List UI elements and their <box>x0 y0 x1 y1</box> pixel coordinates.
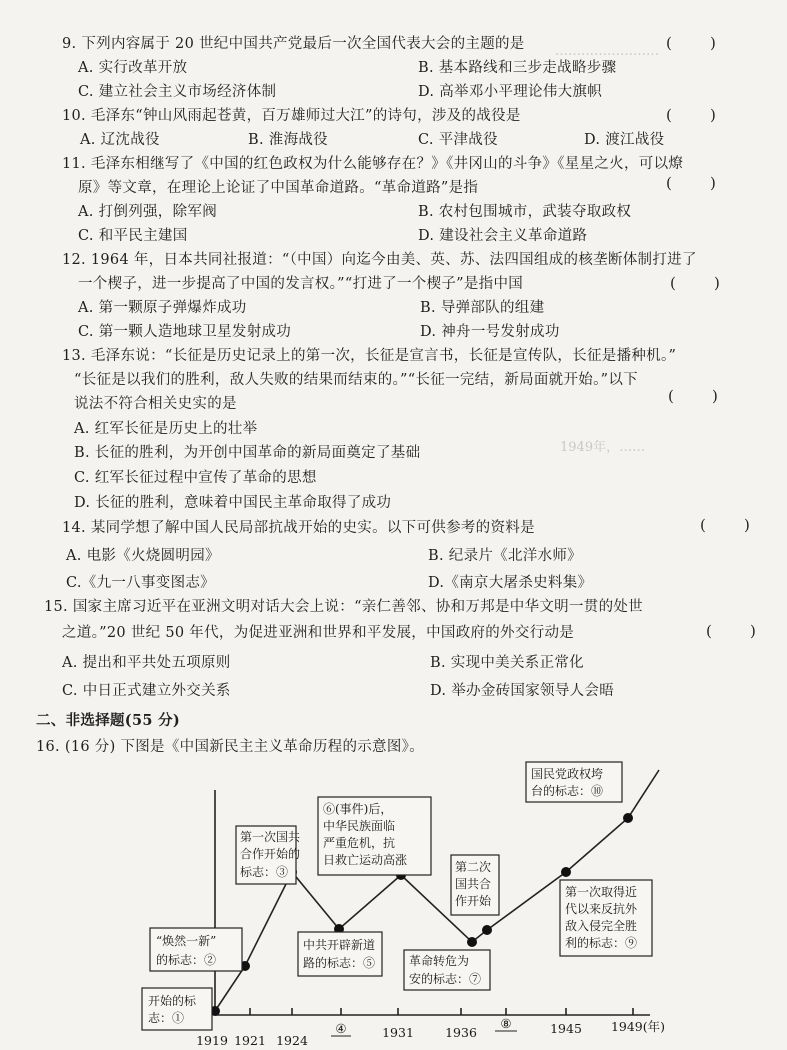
box-second-coop-line3: 作开始 <box>455 894 492 908</box>
option-d: D. 长征的胜利，意味着中国民主革命取得了成功 <box>74 495 392 511</box>
box-victory-line1: 第一次取得近 <box>565 885 638 899</box>
option-b: B. 农村包围城市，武装夺取政权 <box>418 204 632 220</box>
node-1936 <box>482 925 492 935</box>
year-label: 1945 <box>550 1021 582 1036</box>
option-c: C. 红军长征过程中宣传了革命的思想 <box>74 470 317 486</box>
option-c: C. 平津战役 <box>418 132 498 148</box>
question-stem: 15. 国家主席习近平在亚洲文明对话大会上说：“亲仁善邻、协和万邦是中华文明一贯的处世 <box>44 599 643 615</box>
option-c: C.《九一八事变图志》 <box>66 575 215 591</box>
box-collapse-line2: 台的标志：⑩ <box>531 784 604 798</box>
bleed-through-text: 1949年，…… <box>560 440 646 455</box>
box-event6-line3: 严重危机，抗 <box>323 836 396 850</box>
option-a: A. 电影《火烧圆明园》 <box>66 548 220 564</box>
question-stem: 9. 下列内容属于 20 世纪中国共产党最后一次全国代表大会的主题的是 <box>62 36 525 52</box>
box-turning-line2: 安的标志：⑦ <box>409 972 482 986</box>
question-stem: 原》等文章，在理论上论证了中国革命道路。“革命道路”是指 <box>78 180 479 196</box>
answer-bracket: ( ) <box>670 274 720 292</box>
box-victory-line3: 敌入侵完全胜 <box>565 919 638 933</box>
box-new-road-line1: 中共开辟新道 <box>303 938 376 952</box>
box-event6-line2: 中华民族面临 <box>323 819 396 833</box>
option-b: B. 纪录片《北洋水师》 <box>428 548 582 564</box>
option-b: B. 基本路线和三步走战略步骤 <box>418 60 617 76</box>
option-b: B. 实现中美关系正常化 <box>430 655 584 671</box>
box-first-coop-line2: 合作开始的 <box>240 847 301 861</box>
year-label: 1919 <box>196 1033 228 1048</box>
answer-bracket: ( ) <box>706 622 756 640</box>
option-a: A. 提出和平共处五项原则 <box>62 655 231 671</box>
box-event6-line1: ⑥(事件)后， <box>323 802 393 816</box>
question-stem: 11. 毛泽东相继写了《中国的红色政权为什么能够存在？》《井冈山的斗争》《星星之火，可以燎 <box>62 156 684 172</box>
option-d: D. 举办金砖国家领导人会晤 <box>430 683 615 699</box>
option-d: D.《南京大屠杀史料集》 <box>428 575 593 591</box>
option-a: A. 实行改革开放 <box>78 60 188 76</box>
option-b: B. 长征的胜利，为开创中国革命的新局面奠定了基础 <box>74 445 421 461</box>
option-b: B. 淮海战役 <box>248 132 328 148</box>
option-c: C. 第一颗人造地球卫星发射成功 <box>78 324 292 340</box>
box-second-coop-line2: 国共合 <box>455 877 492 891</box>
option-a: A. 第一颗原子弹爆炸成功 <box>78 300 247 316</box>
question-stem: 一个楔子，进一步提高了中国的发言权。”“打进了一个楔子”是指中国 <box>78 276 524 292</box>
option-c: C. 中日正式建立外交关系 <box>62 683 231 699</box>
option-b: B. 导弹部队的组建 <box>420 300 545 316</box>
box-start-line2: 志：① <box>148 1011 185 1025</box>
section-title: 二、非选择题(55 分) <box>36 712 181 729</box>
option-c: C. 建立社会主义市场经济体制 <box>78 84 277 100</box>
question-stem: 10. 毛泽东“钟山风雨起苍黄，百万雄师过大江”的诗句，涉及的战役是 <box>62 108 521 124</box>
year-label: 1936 <box>445 1025 477 1040</box>
answer-bracket: ( ) <box>668 387 718 405</box>
box-victory-line2: 代以来反抗外 <box>565 902 638 916</box>
answer-bracket: ( ) <box>666 174 716 192</box>
option-d: D. 神舟一号发射成功 <box>420 324 560 340</box>
answer-bracket: ( ) <box>666 106 716 124</box>
year-label: 1931 <box>382 1025 414 1040</box>
question-stem: 14. 某同学想了解中国人民局部抗战开始的史实。以下可供参考的资料是 <box>62 520 535 536</box>
question-stem: “长征是以我们的胜利，敌人失败的结果而结束的。”“长征一完结，新局面就开始。”以下 <box>74 372 638 388</box>
option-d: D. 建设社会主义革命道路 <box>418 228 588 244</box>
year-label: ④ <box>335 1021 347 1036</box>
box-first-coop-line1: 第一次国共 <box>240 830 301 844</box>
answer-bracket: ( ) <box>700 516 750 534</box>
question-stem: 之道。”20 世纪 50 年代，为促进亚洲和世界和平发展，中国政府的外交行动是 <box>62 625 575 641</box>
question-stem: 12. 1964 年，日本共同社报道：“（中国）向迄今由美、英、苏、法四国组成的核垄断体制打进了 <box>62 252 697 268</box>
box-new-look-line1: “焕然一新” <box>156 934 217 948</box>
box-new-look-line2: 的标志：② <box>156 953 217 967</box>
option-d: D. 高举邓小平理论伟大旗帜 <box>418 84 603 100</box>
year-label: 1921 <box>234 1033 266 1048</box>
box-event6-line4: 日救亡运动高涨 <box>323 853 408 867</box>
box-collapse-line1: 国民党政权垮 <box>531 767 604 781</box>
box-second-coop-line1: 第二次 <box>455 860 492 874</box>
node-1945 <box>561 867 571 877</box>
answer-bracket: ( ) <box>666 34 716 52</box>
year-label: 1924 <box>276 1033 308 1048</box>
option-c: C. 和平民主建国 <box>78 228 188 244</box>
question-stem: 说法不符合相关史实的是 <box>74 396 237 412</box>
question-stem: 13. 毛泽东说：“长征是历史记录上的第一次，长征是宣言书，长征是宣传队，长征是播种机。” <box>62 348 677 364</box>
year-label: ⑧ <box>500 1016 512 1031</box>
box-start-line1: 开始的标 <box>148 994 197 1008</box>
question-16-stem: 16. (16 分) 下图是《中国新民主主义革命历程的示意图》。 <box>36 739 424 755</box>
node-1949 <box>623 813 633 823</box>
box-new-road-line2: 路的标志：⑤ <box>303 956 376 970</box>
bleed-through-text: …………………… <box>555 44 659 59</box>
option-a: A. 打倒列强，除军阀 <box>78 204 217 220</box>
option-a: A. 红军长征是历史上的壮举 <box>74 421 258 437</box>
year-label: 1949(年) <box>610 1019 666 1034</box>
box-turning-line1: 革命转危为 <box>409 954 470 968</box>
node-1935 <box>467 937 477 947</box>
option-d: D. 渡江战役 <box>584 132 665 148</box>
box-victory-line4: 利的标志：⑨ <box>565 936 638 950</box>
option-a: A. 辽沈战役 <box>80 132 160 148</box>
box-first-coop-line3: 标志：③ <box>240 865 289 879</box>
